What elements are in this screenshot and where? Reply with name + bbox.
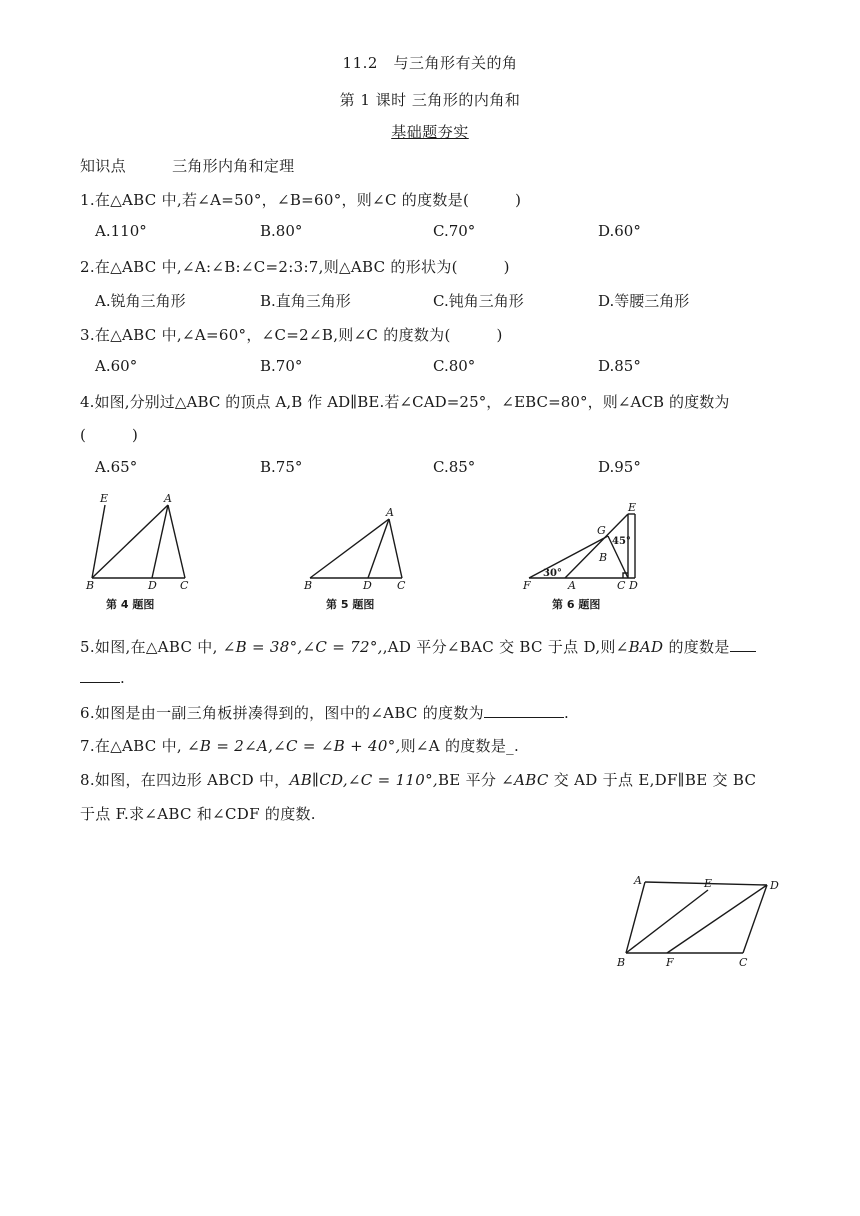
question-8-math2: ∠ABC bbox=[501, 771, 549, 789]
question-5-stem-line2 bbox=[80, 668, 125, 687]
knowledge-label: 知识点 bbox=[80, 157, 126, 175]
fig6-label-g: G bbox=[597, 524, 606, 537]
question-4-stem-line2: ( ) bbox=[80, 426, 139, 444]
fig5-caption: 第 5 题图 bbox=[326, 598, 375, 611]
fig4-line-ac bbox=[168, 505, 185, 578]
question-5-math2: ∠BAD bbox=[615, 638, 664, 656]
fig6-label-c: C bbox=[617, 579, 626, 592]
fig8-line-dc bbox=[743, 885, 767, 953]
question-4-option-d[interactable]: D.95° bbox=[598, 458, 641, 476]
fig5-line-ad bbox=[368, 519, 389, 578]
fig4-line-ad bbox=[152, 505, 168, 578]
question-7-stem bbox=[80, 735, 519, 756]
question-3-option-d[interactable]: D.85° bbox=[598, 357, 641, 375]
fig6-label-d: D bbox=[629, 579, 638, 592]
fig4-label-c: C bbox=[180, 579, 189, 592]
question-6-text: 6.如图是由一副三角板拼凑得到的，图中的∠ABC 的度数为 bbox=[80, 704, 484, 722]
figure-6 bbox=[520, 503, 650, 615]
question-2-option-a[interactable]: A.锐角三角形 bbox=[95, 292, 186, 310]
question-2-option-d[interactable]: D.等腰三角形 bbox=[598, 292, 690, 310]
question-3-option-b[interactable]: B.70° bbox=[260, 357, 303, 375]
question-5-answer-blank-1[interactable] bbox=[730, 637, 756, 652]
subsection-heading bbox=[0, 121, 860, 142]
question-3-option-c[interactable]: C.80° bbox=[433, 357, 476, 375]
fig5-line-ac bbox=[389, 519, 402, 578]
knowledge-point bbox=[80, 155, 294, 176]
fig8-label-f: F bbox=[666, 956, 674, 969]
question-6-stem bbox=[80, 702, 569, 723]
question-8-suffix: 交 AD 于点 E,DF∥BE 交 BC bbox=[553, 771, 757, 789]
question-5-middle: ,AD 平分∠BAC 交 BC 于点 D,则 bbox=[382, 638, 616, 656]
question-1-option-c[interactable]: C.70° bbox=[433, 222, 476, 240]
fig6-label-f: F bbox=[523, 579, 531, 592]
fig4-label-e: E bbox=[100, 492, 109, 505]
question-2-option-b[interactable]: B.直角三角形 bbox=[260, 292, 351, 310]
question-8-prefix: 8.如图，在四边形 ABCD 中， bbox=[80, 771, 290, 789]
figure-5 bbox=[300, 505, 420, 615]
question-8-stem-line2: 于点 F.求∠ABC 和∠CDF 的度数. bbox=[80, 805, 316, 823]
question-5-stem bbox=[80, 636, 756, 657]
question-7-prefix: 7.在△ABC 中, bbox=[80, 737, 188, 755]
fig8-label-a: A bbox=[634, 874, 642, 887]
fig6-line-fg bbox=[529, 536, 608, 578]
fig5-line-ab bbox=[310, 519, 389, 578]
section-title: 11.2 与三角形有关的角 bbox=[342, 54, 518, 72]
question-5-end: . bbox=[120, 669, 126, 687]
figure-8 bbox=[608, 872, 788, 972]
lesson-title: 第 1 课时 三角形的内角和 bbox=[339, 91, 521, 109]
fig8-line-df bbox=[667, 885, 767, 953]
question-3-option-a[interactable]: A.60° bbox=[95, 357, 138, 375]
question-8-middle: BE 平分 bbox=[437, 771, 497, 789]
question-8-math: AB∥CD,∠C = 110°, bbox=[289, 771, 438, 789]
question-2-option-c[interactable]: C.钝角三角形 bbox=[433, 292, 524, 310]
fig8-label-d: D bbox=[770, 879, 779, 892]
fig5-label-c: C bbox=[397, 579, 406, 592]
question-1-option-a[interactable]: A.110° bbox=[95, 222, 147, 240]
fig4-caption: 第 4 题图 bbox=[106, 598, 155, 611]
subsection-label: 基础题夯实 bbox=[391, 123, 469, 141]
fig5-label-a: A bbox=[386, 506, 394, 519]
question-1-stem: 1.在△ABC 中,若∠A=50°，∠B=60°，则∠C 的度数是( ) bbox=[80, 191, 522, 209]
question-1-option-d[interactable]: D.60° bbox=[598, 222, 641, 240]
knowledge-topic: 三角形内角和定理 bbox=[172, 157, 295, 175]
question-1-option-b[interactable]: B.80° bbox=[260, 222, 303, 240]
fig8-label-e: E bbox=[704, 877, 713, 890]
fig6-caption: 第 6 题图 bbox=[552, 598, 601, 611]
question-2-stem: 2.在△ABC 中,∠A:∠B:∠C=2:3:7,则△ABC 的形状为( ) bbox=[80, 258, 510, 276]
fig8-label-b: B bbox=[617, 956, 626, 969]
fig8-line-ab bbox=[626, 882, 645, 953]
fig4-label-d: D bbox=[148, 579, 157, 592]
fig6-label-b: B bbox=[599, 551, 608, 564]
figure-4 bbox=[80, 490, 210, 615]
question-5-suffix: 的度数是 bbox=[663, 638, 730, 656]
question-6-end: . bbox=[563, 704, 570, 722]
question-6-answer-blank[interactable] bbox=[484, 703, 564, 718]
question-4-stem-line1: 4.如图,分别过△ABC 的顶点 A,B 作 AD∥BE.若∠CAD=25°，∠EBC=80°，则∠ACB 的度数为 bbox=[80, 393, 730, 411]
fig5-label-d: D bbox=[363, 579, 372, 592]
fig4-label-b: B bbox=[86, 579, 95, 592]
fig5-label-b: B bbox=[304, 579, 313, 592]
question-8-stem bbox=[80, 769, 756, 790]
question-4-option-b[interactable]: B.75° bbox=[260, 458, 303, 476]
question-4-option-c[interactable]: C.85° bbox=[433, 458, 476, 476]
fig6-label-a: A bbox=[568, 579, 576, 592]
question-4-option-a[interactable]: A.65° bbox=[95, 458, 138, 476]
fig6-label-e: E bbox=[628, 501, 637, 514]
question-5-prefix: 5.如图,在△ABC 中, bbox=[80, 638, 223, 656]
fig8-line-be bbox=[626, 890, 708, 953]
fig4-label-a: A bbox=[164, 492, 172, 505]
question-7-suffix: 则∠A 的度数是_. bbox=[400, 737, 520, 755]
fig6-angle-30: 30° bbox=[543, 568, 562, 579]
question-7-math: ∠B = 2∠A,∠C = ∠B + 40°, bbox=[187, 737, 401, 755]
fig6-angle-45: 45° bbox=[612, 536, 631, 547]
question-3-stem: 3.在△ABC 中,∠A=60°，∠C=2∠B,则∠C 的度数为( ) bbox=[80, 326, 503, 344]
question-5-math: ∠B = 38°,∠C = 72°, bbox=[222, 638, 383, 656]
fig8-label-c: C bbox=[739, 956, 748, 969]
question-5-answer-blank-2[interactable] bbox=[80, 668, 120, 683]
